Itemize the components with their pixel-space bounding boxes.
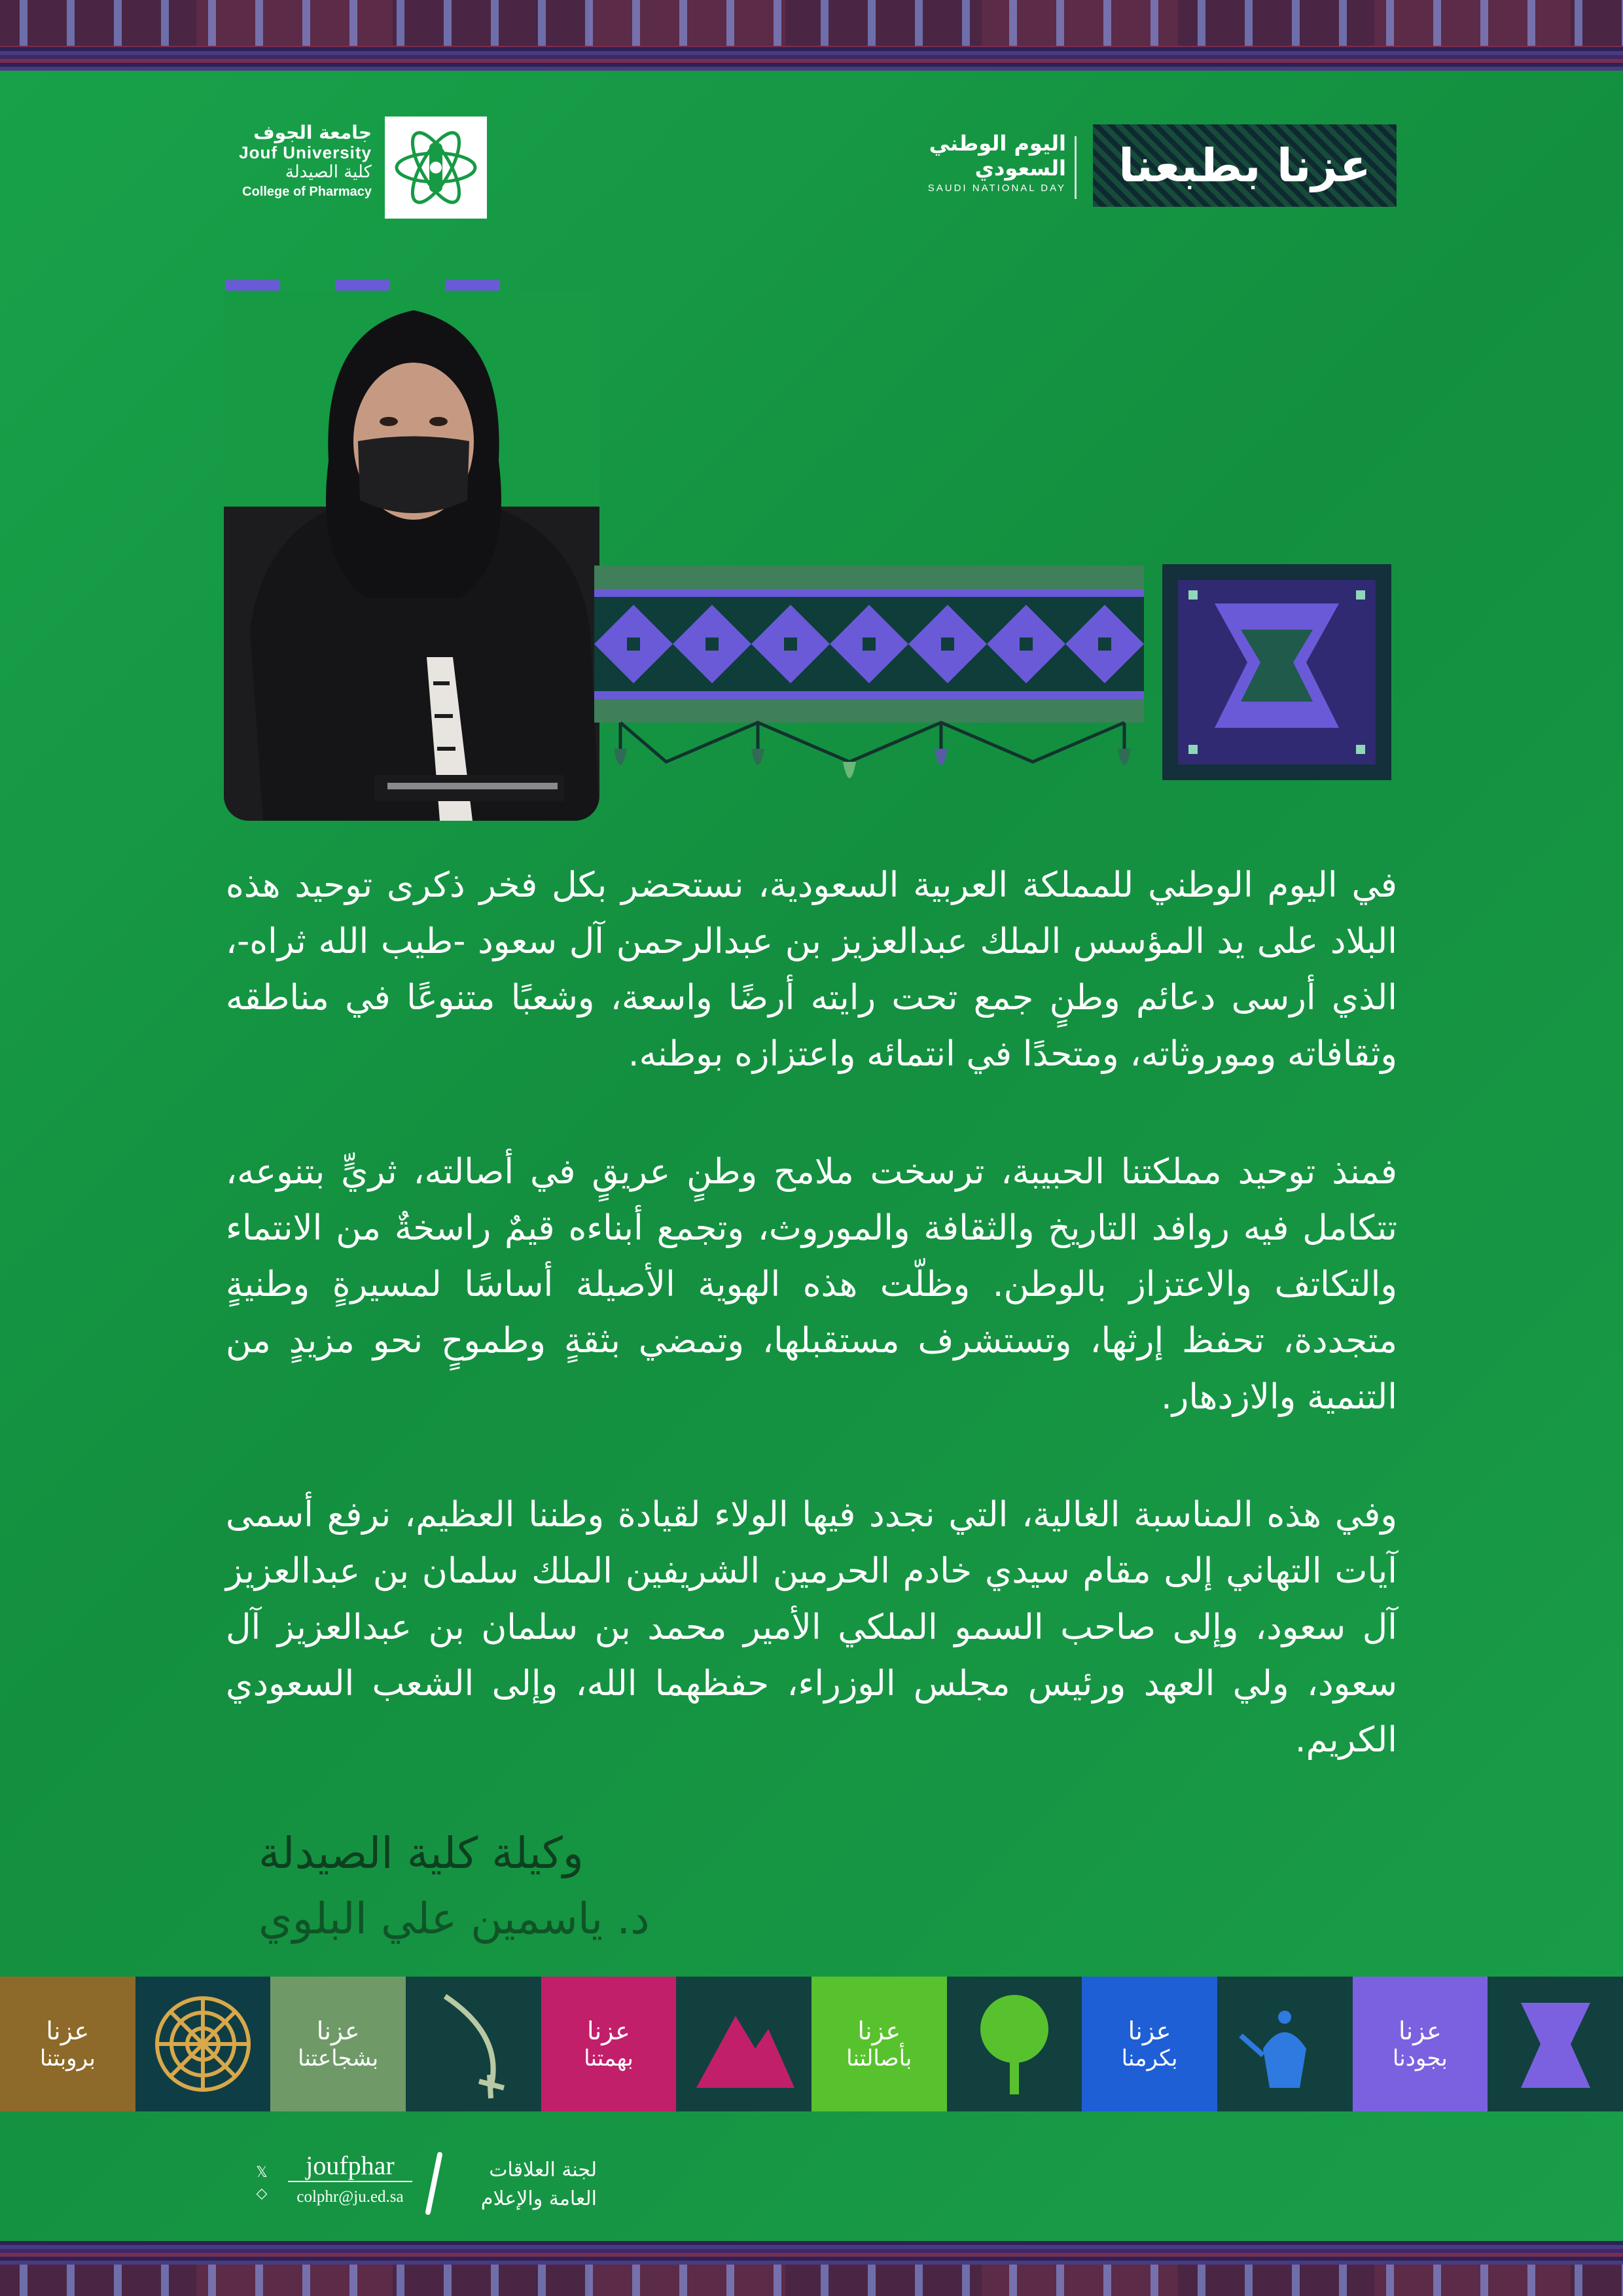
sadu-textile-decor xyxy=(1162,564,1391,780)
tile-label-line2: بهمتنا xyxy=(584,2045,633,2072)
tile-value-1 xyxy=(0,1977,135,2111)
tile-value-3 xyxy=(541,1977,677,2111)
top-border-pattern xyxy=(0,0,1623,46)
top-border-stripe xyxy=(0,46,1623,71)
tile-value-2 xyxy=(270,1977,406,2111)
committee-line2: العامة والإعلام xyxy=(480,2187,597,2210)
snapchat-icon[interactable]: ◇ xyxy=(256,2185,268,2202)
tile-label-line1: عزنا xyxy=(1128,2017,1171,2045)
signature-name: د. ياسمين علي البلوي xyxy=(259,1893,650,1944)
tile-label-line1: عزنا xyxy=(587,2017,630,2045)
atom-pharmacy-emblem-icon xyxy=(385,117,487,219)
tile-label xyxy=(270,1977,406,2111)
tile-label xyxy=(541,1977,677,2111)
coffee-pot-icon xyxy=(1217,1977,1353,2111)
tile-label-line1: عزنا xyxy=(46,2017,90,2045)
tile-label-line1: عزنا xyxy=(1398,2017,1442,2045)
bottom-sadu-border xyxy=(0,2241,1623,2296)
tile-value-5 xyxy=(1082,1977,1217,2111)
footer xyxy=(249,2149,615,2215)
national-day-line1: اليوم الوطني xyxy=(929,131,1066,156)
tile-label-line1: عزنا xyxy=(316,2017,360,2045)
tile-label-line2: بأصالتنا xyxy=(846,2045,912,2072)
tile-label-line1: عزنا xyxy=(857,2017,901,2045)
tile-label-line2: بروبتنا xyxy=(39,2045,96,2072)
jouf-logo-text xyxy=(239,123,372,202)
tile-label xyxy=(1353,1977,1488,2111)
college-name-ar: كلية الصيدلة xyxy=(285,162,372,182)
social-handle[interactable]: joufphar xyxy=(288,2151,412,2182)
committee-name xyxy=(453,2156,597,2214)
mountain-icon xyxy=(676,1977,812,2111)
committee-line1: لجنة العلاقات xyxy=(489,2159,597,2181)
x-icon[interactable]: 𝕏 xyxy=(256,2164,268,2181)
sword-icon xyxy=(406,1977,541,2111)
national-day-line-en: SAUDI NATIONAL DAY xyxy=(927,183,1066,194)
contact-email[interactable]: colphr@ju.ed.sa xyxy=(296,2188,404,2206)
tile-value-4 xyxy=(812,1977,947,2111)
footer-slash-divider xyxy=(420,2152,446,2215)
tile-label-line2: بجودنا xyxy=(1392,2045,1448,2072)
signature-block xyxy=(259,1821,717,1952)
national-day-line2: السعودي xyxy=(974,156,1066,181)
jouf-university-logo xyxy=(225,117,487,219)
social-icons xyxy=(254,2162,270,2204)
national-day-text xyxy=(906,131,1066,196)
star-rosette-icon xyxy=(135,1977,271,2111)
tile-label xyxy=(0,1977,135,2111)
paragraph-2: فمنذ توحيد مملكتنا الحبيبة، ترسخت ملامح وطنٍ عريقٍ في أصالته، ثريٍّ بتنوعه، تتكامل فيه روافد التاريخ والثقافة والموروث، وتجمع أبناءه قيمٌ راسخةٌ من الانتماء والتكاتف والاعتزاز بالوطن. وظلّت هذه الهوية الأصيلة أساسًا لمسيرةٍ وطنيةٍ متجددة، تحفظ إرثها، وتستشرف مستقبلها، وتمضي بثقةٍ وطموحٍ نحو مزيدٍ من التنمية والازدهار. xyxy=(226,1152,1397,1417)
tile-label xyxy=(1082,1977,1217,2111)
message-body xyxy=(226,857,1397,1768)
signature-title: وكيلة كلية الصيدلة xyxy=(259,1828,584,1878)
bottom-border-pattern xyxy=(0,2265,1623,2296)
paragraph-1: في اليوم الوطني للمملكة العربية السعودية، نستحضر بكل فخر ذكرى توحيد هذه البلاد على يد المؤسس الملك عبدالعزيز بن عبدالرحمن آل سعود -طيب الله ثراه-، الذي أرسى دعائم وطنٍ جمع تحت رايته أرضًا واسعة، وشعبًا متنوعًا في مناطقه وثقافاته وموروثاته، ومتحدًا في انتمائه واعتزازه بوطنه. xyxy=(226,865,1397,1074)
paragraph-3: وفي هذه المناسبة الغالية، التي نجدد فيها الولاء لقيادة وطننا العظيم، نرفع أسمى آيات التهاني إلى مقام سيدي خادم الحرمين الشريفين الملك سلمان بن عبدالعزيز آل سعود، وإلى صاحب السمو الملكي الأمير محمد بن سلمان بن عبدالعزيز آل سعود، ولي العهد ورئيس مجلس الوزراء، حفظهما الله، وإلى الشعب السعودي الكريم. xyxy=(226,1495,1397,1760)
university-name-ar: جامعة الجوف xyxy=(253,122,372,143)
tile-label-line2: بشجاعتنا xyxy=(298,2045,379,2072)
values-tiles-strip xyxy=(0,1977,1623,2111)
slogan-text: عزنا بطبعنا xyxy=(1118,139,1371,192)
tile-label-line2: بكرمنا xyxy=(1121,2045,1178,2072)
slogan-badge xyxy=(1093,124,1397,207)
palm-tree-icon xyxy=(947,1977,1082,2111)
bottom-border-stripe xyxy=(0,2241,1623,2265)
incense-burner-icon xyxy=(1488,1977,1623,2111)
tile-value-6 xyxy=(1353,1977,1488,2111)
saudi-national-day-logo xyxy=(906,124,1397,209)
university-name-en: Jouf University xyxy=(239,143,372,162)
college-name-en: College of Pharmacy xyxy=(242,185,372,199)
logo-divider xyxy=(1075,136,1077,199)
tile-label xyxy=(812,1977,947,2111)
sadu-runner-decor xyxy=(594,565,1144,795)
portrait-photo xyxy=(224,291,599,821)
top-sadu-border xyxy=(0,0,1623,71)
